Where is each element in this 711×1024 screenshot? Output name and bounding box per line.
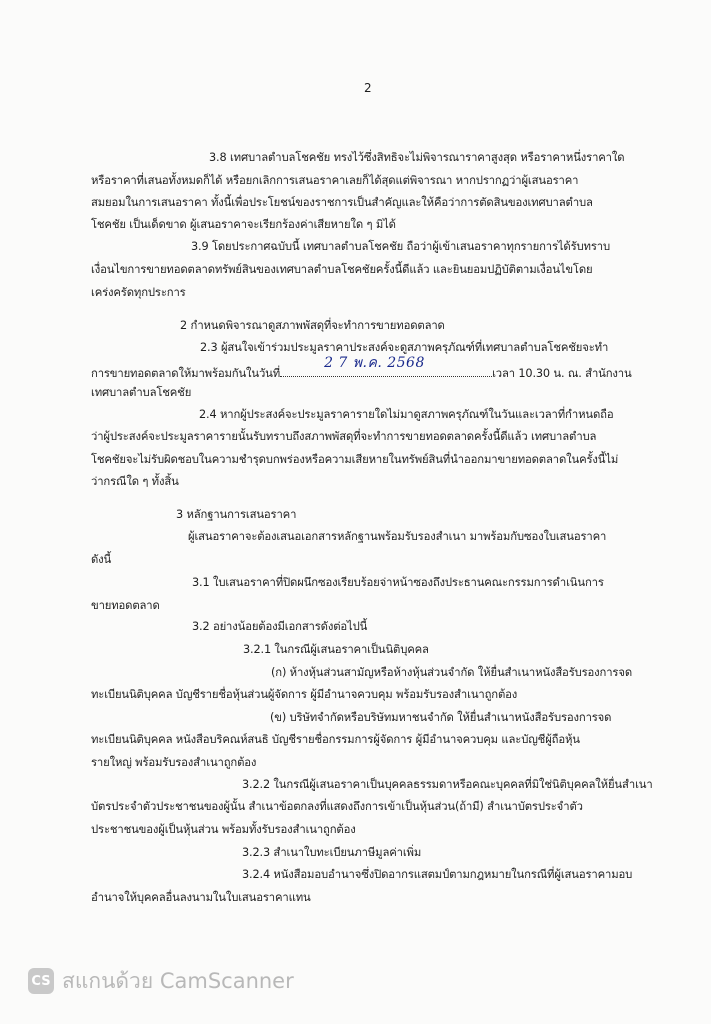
clause-3-9-line-2: เงื่อนไขการขายทอดตลาดทรัพย์สินของเทศบาลตำบลโชคชัยครั้งนี้ดีแล้ว และยินยอมปฏิบัติตามเงื่อนไขโดย [91,263,593,276]
clause-2-3-line-3: เทศบาลตำบลโชคชัย [91,386,192,399]
clause-2-3-line-1: 2.3 ผู้สนใจเข้าร่วมประมูลราคาประสงค์จะดูสภาพครุภัณฑ์ที่เทศบาลตำบลโชคชัยจะทำ [200,341,609,354]
section-3-heading: 3 หลักฐานการเสนอราคา [176,508,297,521]
handwritten-date: 2 7 พ.ค. 2568 [324,355,425,371]
section-3-intro-line-1: ผู้เสนอราคาจะต้องเสนอเอกสารหลักฐานพร้อมรับรองสำเนา มาพร้อมกับซองใบเสนอราคา [188,530,607,543]
clause-3-2-2-line-3: ประชาชนของผู้เป็นหุ้นส่วน พร้อมทั้งรับรองสำเนาถูกต้อง [91,823,356,836]
clause-3-8-line-3: สมยอมในการเสนอราคา ทั้งนี้เพื่อประโยชน์ของราชการเป็นสำคัญและให้คือว่าการตัดสินของเทศบาลตำบล [91,196,593,209]
section-3-intro-line-2: ดังนี้ [91,553,112,566]
clause-3-2-4-line-1: 3.2.4 หนังสือมอบอำนาจซึ่งปิดอากรแสตมป์ตามกฎหมายในกรณีที่ผู้เสนอราคามอบ [242,868,633,881]
clause-3-2-4-line-2: อำนาจให้บุคคลอื่นลงนามในใบเสนอราคาแทน [91,891,311,904]
clause-2-4-line-2: ว่าผู้ประสงค์จะประมูลราคารายนั้นรับทราบถึงสภาพพัสดุที่จะทำการขายทอดตลาดครั้งนี้ดีแล้ว เทศบาลตำบล [91,430,597,443]
clause-3-2-1-b-line-2: ทะเบียนนิติบุคคล หนังสือบริคณห์สนธิ บัญชีรายชื่อกรรมการผู้จัดการ ผู้มีอำนาจควบคุม และบัญชีผู้ถือหุ้น [91,733,580,746]
camscanner-watermark [28,966,294,996]
clause-3-2-2-line-2: บัตรประจำตัวประชาชนของผู้นั้น สำเนาข้อตกลงที่แสดงถึงการเข้าเป็นหุ้นส่วน(ถ้ามี) สำเนาบัตรประจำตัว [91,800,583,813]
clause-3-2-2-line-1: 3.2.2 ในกรณีผู้เสนอราคาเป็นบุคคลธรรมดาหรือคณะบุคคลที่มิใช่นิติบุคคลให้ยื่นสำเนา [242,778,653,791]
clause-3-9-line-1: 3.9 โดยประกาศฉบับนี้ เทศบาลตำบลโชคชัย ถือว่าผู้เข้าเสนอราคาทุกรายการได้รับทราบ [191,240,610,253]
clause-2-3-line-2 [91,355,632,382]
clause-3-2-3: 3.2.3 สำเนาใบทะเบียนภาษีมูลค่าเพิ่ม [242,846,422,859]
clause-3-9-line-3: เคร่งครัดทุกประการ [91,286,186,299]
clause-3-8-line-4: โชคชัย เป็นเด็ดขาด ผู้เสนอราคาจะเรียกร้องค่าเสียหายใด ๆ มิได้ [91,218,396,231]
section-2-heading: 2 กำหนดพิจารณาดูสภาพพัสดุที่จะทำการขายทอดตลาด [180,319,445,332]
clause-3-2-1-heading: 3.2.1 ในกรณีผู้เสนอราคาเป็นนิติบุคคล [243,643,429,656]
clause-2-4-line-3: โชคชัยจะไม่รับผิดชอบในความชำรุดบกพร่องหรือความเสียหายในทรัพย์สินที่นำออกมาขายทอดตลาดในครั้งนี้ไม่ [91,453,619,466]
clause-3-2-1-b-line-3: รายใหญ่ พร้อมรับรองสำเนาถูกต้อง [91,756,257,769]
camscanner-logo-icon: CS [28,968,54,994]
clause-3-2-1-b-line-1: (ข) บริษัทจำกัดหรือบริษัทมหาชนจำกัด ให้ยื่นสำเนาหนังสือรับรองการจด [270,711,612,724]
date-fill-line [280,355,492,377]
page-number: 2 [364,81,372,95]
clause-3-2-1-a-line-1: (ก) ห้างหุ้นส่วนสามัญหรือห้างหุ้นส่วนจำกัด ให้ยื่นสำเนาหนังสือรับรองการจด [271,666,633,679]
clause-2-4-line-4: ว่ากรณีใด ๆ ทั้งสิ้น [91,475,179,488]
clause-3-1-line-1: 3.1 ใบเสนอราคาที่ปิดผนึกซองเรียบร้อยจ่าหน้าซองถึงประธานคณะกรรมการดำเนินการ [192,576,604,589]
clause-3-8-line-1: 3.8 เทศบาลตำบลโชคชัย ทรงไว้ซึ่งสิทธิจะไม่พิจารณาราคาสูงสุด หรือราคาหนึ่งราคาใด [209,151,625,164]
watermark-text: สแกนด้วย CamScanner [62,968,294,993]
clause-2-3-prefix: การขายทอดตลาดให้มาพร้อมกันในวันที่ [91,367,281,380]
clause-3-8-line-2: หรือราคาที่เสนอทั้งหมดก็ได้ หรือยกเลิกการเสนอราคาเลยก็ได้สุดแต่พิจารณา หากปรากฏว่าผู้เสนอราคา [91,174,579,187]
clause-3-2-heading: 3.2 อย่างน้อยต้องมีเอกสารดังต่อไปนี้ [192,620,368,633]
clause-3-1-line-2: ขายทอดตลาด [91,599,160,612]
clause-2-4-line-1: 2.4 หากผู้ประสงค์จะประมูลราคารายใดไม่มาดูสภาพครุภัณฑ์ในวันและเวลาที่กำหนดถือ [199,408,614,421]
clause-3-2-1-a-line-2: ทะเบียนนิติบุคคล บัญชีรายชื่อหุ้นส่วนผู้จัดการ ผู้มีอำนาจควบคุม พร้อมรับรองสำเนาถูกต้อง [91,688,518,701]
clause-2-3-suffix: เวลา 10.30 น. ณ. สำนักงาน [492,367,632,380]
